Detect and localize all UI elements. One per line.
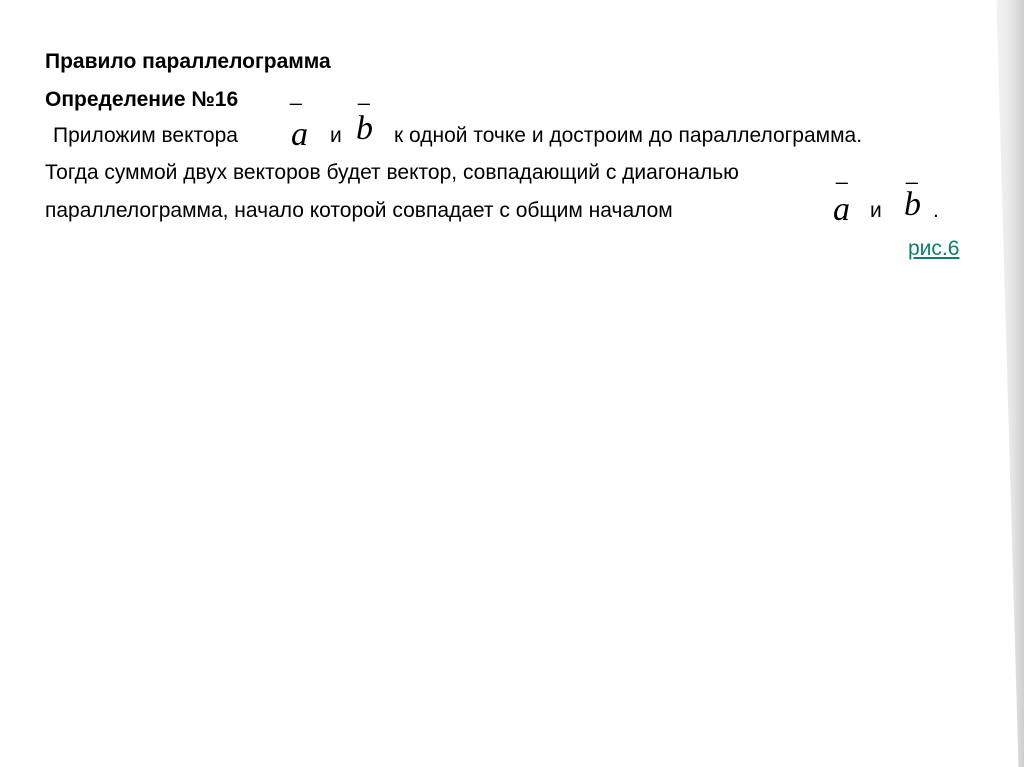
diagonal-bar-a: _ [836, 162, 848, 185]
line2-text: Тогда суммой двух векторов будет вектор, совпадающий с диагональю [45, 161, 739, 184]
vector-a-symbol: a [291, 116, 308, 153]
line1-and: и [330, 124, 342, 147]
slide-edge-shadow [978, 0, 1024, 767]
line3-before: параллелограмма, начало которой совпадает с общим началом [45, 199, 673, 222]
line3-and: и [870, 199, 882, 222]
line3-period: . [933, 199, 939, 222]
vector-b-symbol-2: b [904, 186, 921, 223]
vector-a-symbol-2: a [833, 191, 850, 228]
diagonal-bar-b: _ [906, 162, 918, 185]
figure-6-link[interactable]: рис.6 [908, 237, 960, 260]
vector-bar-b: _ [358, 83, 370, 106]
vector-b-symbol: b [356, 110, 373, 147]
slide-title: Правило параллелограмма [45, 50, 331, 73]
line1-before: Приложим вектора [53, 124, 238, 147]
definition-label: Определение №16 [45, 88, 239, 111]
vector-bar-a: _ [290, 83, 302, 106]
line1-after: к одной точке и достроим до параллелограмма. [394, 124, 863, 147]
